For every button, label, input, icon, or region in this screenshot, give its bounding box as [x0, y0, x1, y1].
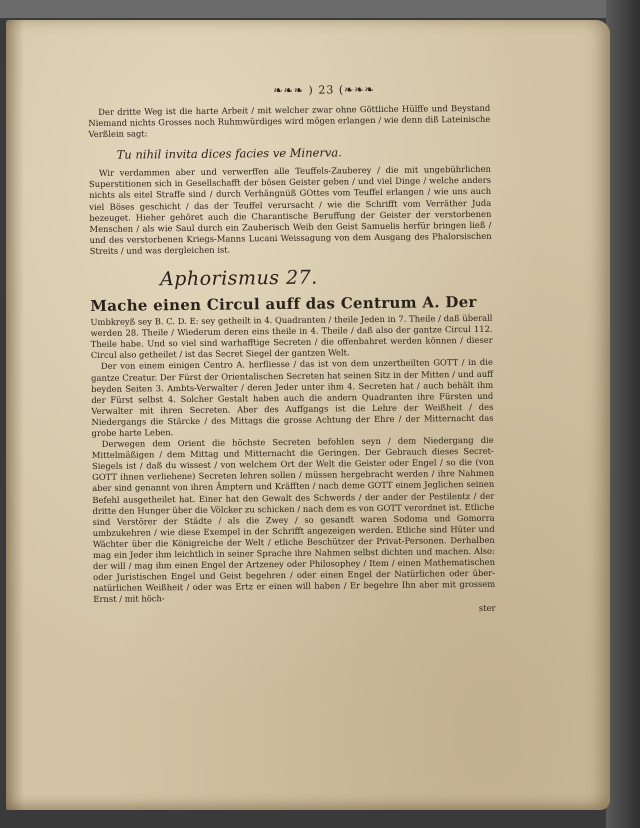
- running-head-page-number: ❧❧❧ ) 23 (❧❧❧: [273, 82, 375, 98]
- scan-background-top: [0, 0, 640, 18]
- paragraph-zauberey: Wir verdammen aber und verwerffen alle Teuffels-Zauberey / die mit ungebührlichen Superstitionen sich in Gesellschafft der bösen Geister geben / und viel Dinge / welche anders nichts als eitel Straffe sind / durch Verhängnüß GOttes vom Teuffel erlangen / wie uns auch viel Böses geschicht / das der Teuffel verursacht / wie die Schrifft vom Verräther Juda bezeuget. Hieher gehöret auch die Charantische Beruffung der Geister der verstorbenen Menschen / als wie Saul durch ein Zauberisch Weib den Geist Samuelis herfür bringen ließ / und des verstorbenen Kriegs-Manns Lucani Weissagung von dem Ausgang des Phalorsischen Streits / und was dergleichen ist.: [88, 164, 492, 256]
- catchword: ster: [478, 603, 496, 614]
- page-text-block: [88, 82, 496, 618]
- paragraph-orient: Derwegen dem Orient die höchste Secreten befohlen seyn / dem Niedergang die Mittelmäßigen / dem Mittag und Mitternacht die Geringen. Der Gebrauch dieses Secret-Siegels ist / daß du wissest / von welchem Ort der Welt die Geister oder Engel / so die (von GOTT ihnen verliehene) Secreten lehren sollen / müssen hergebracht werden / ihre Nahmen aber sind genannt von ihren Ämptern und Kräfften / nach deme GOTT einem Jeglichen seinen Befehl ausgetheilet hat. Einer hat den Gewalt des Schwerds / der ander der Pestilentz / der dritte den Hunger über die Völcker zu schicken / nach dem es von GOTT verordnet ist. Etliche sind Verstörer der Städte / als die Zwey / so gesandt waren Sodoma und Gomorra umbzukehren / wie diese Exempel in der Schrifft angezeigen werden. Etliche sind Hüter und Wächter über die Königreiche der Welt / etliche Beschützer der Privat-Personen. Derhalben mag ein Jeder ihm leichtlich in seiner Sprache ihre Nahmen selbst dichten und machen. Also: der will / mag ihm einen Engel der Artzeney oder Philosophey / Item / einen Mathematischen oder Juristischen Engel und Geist begehren / oder einen Engel der Natürlichen oder über-natürlichen Weißheit / oder was Ertz er einen will haben / Er begehre Ihn aber mit grossem Ernst / mit höch-: [91, 434, 496, 605]
- intro-paragraph: Der dritte Weg ist die harte Arbeit / mit welcher zwar ohne Göttliche Hülffe und Beystand Niemand nichts Grosses noch Ruhmwürdiges wird mögen erlangen / wie denn diß Lateinische Verßlein sagt:: [88, 102, 491, 140]
- latin-verse: Tu nihil invita dices facies ve Minerva.: [116, 145, 342, 162]
- book-page: [6, 20, 610, 810]
- paragraph-centrum: Der von einem einigen Centro A. herfliesse / das ist von dem unzertheilten GOTT / in die gantze Creatur. Der Fürst der Orientalischen Secreten hat seinen Sitz in der Mitten / und auff beyden Seiten 3. Ambts-Verwalter / deren Jeder unter ihm 4. Secreten hat / auch behält ihm der Fürst selbst 4. Solcher Gestalt haben auch die andern Quadranten ihre Fürsten und Verwalter mit ihren Secreten. Aber des Auffgangs ist die Lehre der Weißheit / des Niedergangs die Stärcke / des Mittags die grosse Achtung der Ehre / der Mitternacht das grobe harte Leben.: [91, 357, 494, 438]
- scan-background-right: [606, 0, 640, 828]
- aphorism-heading: Aphorismus 27.: [159, 266, 318, 291]
- paragraph-circle: Umbkreyß sey B. C. D. E: sey getheilt in 4. Quadranten / theile Jeden in 7. Theile / daß überall werden 28. Theile / Wiederum deren eins theile in 4. Theile / daß also der gantze Circul 112. Theile habe. Und so viel sind warhafftige Secreten / die offenbahret werden können / dieser Circul also getheilet / ist das Secret Siegel der gantzen Welt.: [90, 312, 493, 361]
- page-binding-shadow: [6, 20, 24, 810]
- aphorism-title: Mache einen Circul auff das Centrum A. Der: [90, 292, 477, 316]
